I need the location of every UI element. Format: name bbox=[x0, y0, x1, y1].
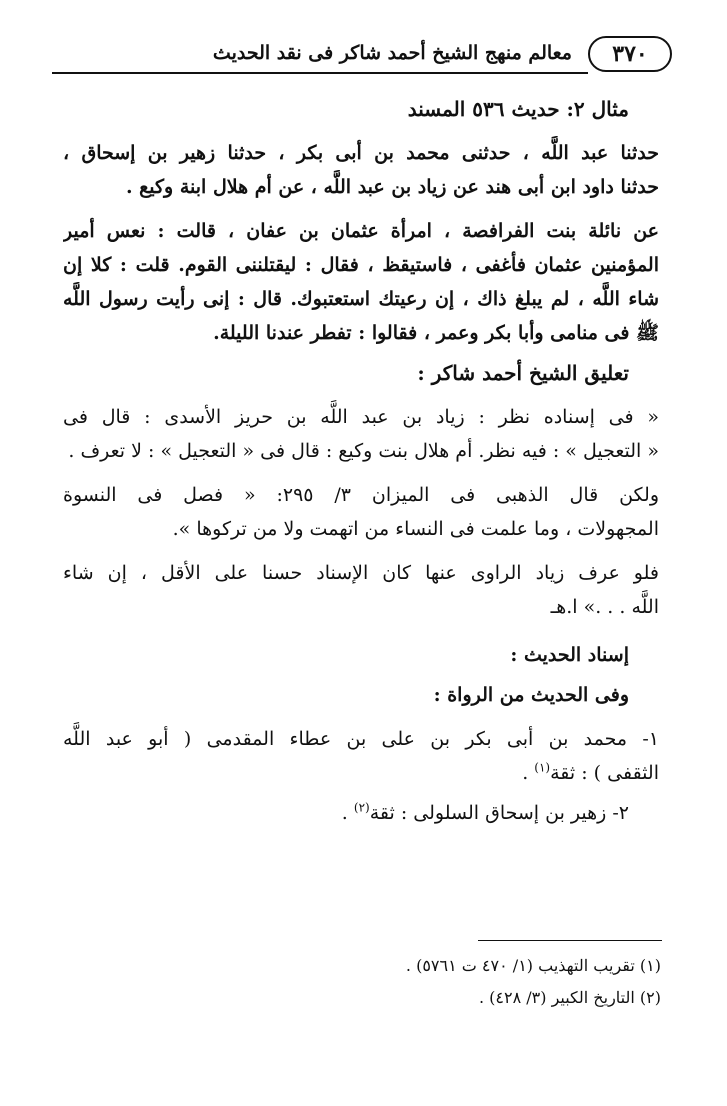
running-title: معالم منهج الشيخ أحمد شاكر فى نقد الحديث bbox=[212, 42, 572, 64]
dhahabi-line: المجهولات ، وما علمت فى النساء من اتهمت ولا من تركوها ». bbox=[172, 518, 659, 540]
page-number: ٣٧٠ bbox=[588, 36, 672, 72]
main-text bbox=[63, 92, 659, 830]
isnad-paragraph bbox=[63, 136, 659, 204]
isnad-heading: إسناد الحديث : bbox=[510, 644, 629, 666]
narrator-1-text: الثقفى ) : ثقة bbox=[550, 762, 659, 784]
comment-paragraph bbox=[63, 400, 659, 468]
matn-line: شاء اللَّه ، لم يبلغ ذاك ، إن رعيتك استعتبوك. قال : إنى رأيت رسول اللَّه bbox=[63, 288, 659, 310]
narrator-1 bbox=[63, 722, 659, 790]
dhahabi-paragraph bbox=[63, 478, 659, 546]
narrator-1-line: ١- محمد بن أبى بكر بن على بن عطاء المقدمى ( أبو عبد اللَّه bbox=[63, 728, 659, 750]
footnote-ref-2[interactable]: (٢) bbox=[353, 800, 370, 815]
footnotes bbox=[65, 950, 661, 1014]
footnote-ref-1[interactable]: (١) bbox=[534, 760, 551, 775]
comment-line: « التعجيل » : فيه نظر. أم هلال بنت وكيع : قال فى « التعجيل » : لا تعرف . bbox=[68, 440, 659, 462]
comment-line: « فى إسناده نظر : زياد بن عبد اللَّه بن حريز الأسدى : قال فى bbox=[63, 406, 659, 428]
conclusion-line: فلو عرف زياد الراوى عنها كان الإسناد حسنا على الأقل ، إن شاء bbox=[63, 562, 659, 584]
narrator-2-end: . bbox=[341, 802, 354, 824]
matn-line: ﷺ فى منامى وأبا بكر وعمر ، فقالوا : تفطر عندنا الليلة. bbox=[213, 322, 659, 344]
matn-line: المؤمنين عثمان فأغفى ، فاستيقظ ، فقال : ليقتلننى القوم. قلت : كلا إن bbox=[63, 254, 659, 276]
dhahabi-line: ولكن قال الذهبى فى الميزان ٣/ ٢٩٥: « فصل فى النسوة bbox=[63, 484, 659, 506]
narrator-1-end: . bbox=[522, 762, 535, 784]
narrator-2-text: ٢- زهير بن إسحاق السلولى : ثقة bbox=[369, 802, 629, 824]
narrator-2 bbox=[63, 796, 659, 830]
header-rule bbox=[52, 72, 588, 74]
isnad-line: حدثنا داود ابن أبى هند عن زياد بن عبد اللَّه ، عن أم هلال ابنة وكيع . bbox=[125, 176, 659, 198]
isnad-line: حدثنا عبد اللَّه ، حدثنى محمد بن أبى بكر ، حدثنا زهير بن إسحاق ، bbox=[63, 142, 659, 164]
narrators-heading: وفى الحديث من الرواة : bbox=[433, 684, 629, 706]
footnote-1: (١) تقريب التهذيب (١/ ٤٧٠ ت ٥٧٦١) . bbox=[405, 956, 661, 975]
example-heading: مثال ٢: حديث ٥٣٦ المسند bbox=[407, 97, 629, 121]
matn-line: عن نائلة بنت الفرافصة ، امرأة عثمان بن عفان ، قالت : نعس أمير bbox=[63, 220, 659, 242]
page-header bbox=[52, 34, 672, 78]
narrator-1-line bbox=[63, 756, 659, 790]
conclusion-line: اللَّه . . .» ا.هـ bbox=[550, 596, 659, 618]
matn-paragraph bbox=[63, 214, 659, 350]
footnote-2: (٢) التاريخ الكبير (٣/ ٤٢٨) . bbox=[478, 988, 661, 1007]
conclusion-paragraph bbox=[63, 556, 659, 624]
footnote-rule bbox=[478, 940, 662, 941]
comment-heading: تعليق الشيخ أحمد شاكر : bbox=[417, 361, 629, 385]
